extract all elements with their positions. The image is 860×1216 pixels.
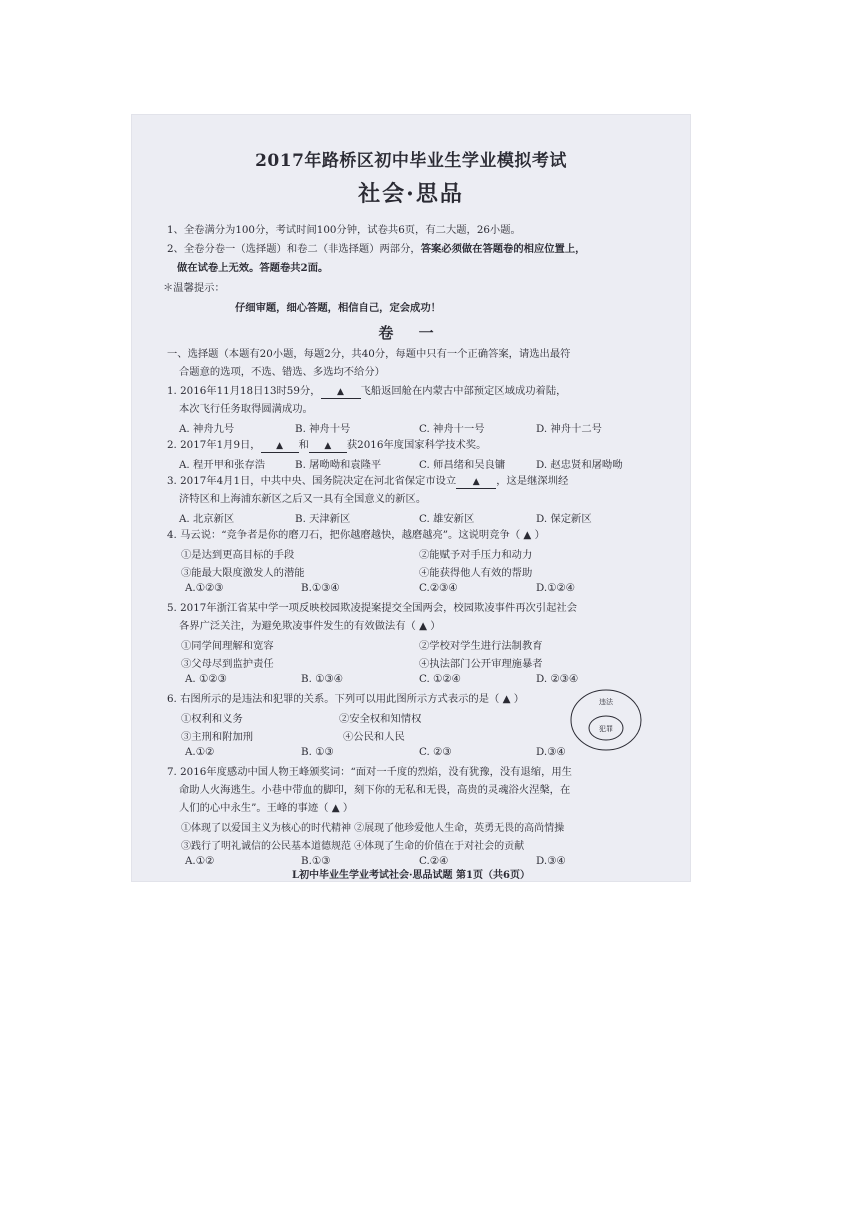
question-4-item-3: ③能最大限度激发人的潜能: [181, 567, 305, 579]
question-7-stem-2: 命助人火海逃生。小巷中带血的脚印，刻下你的无私和无畏，高贵的灵魂浴火涅槃，在: [179, 784, 571, 796]
question-4-item-2: ②能赋予对手压力和动力: [419, 549, 533, 561]
question-4-option-d: D.①②④: [536, 582, 575, 594]
instruction-2: 2、全卷分卷一（选择题）和卷二（非选择题）两部分，答案必须做在答题卷的相应位置上，: [167, 243, 586, 255]
question-5-stem-2: 各界广泛关注，为避免欺凌事件发生的有效做法有（ ▲ ）: [179, 620, 441, 632]
question-1-stem: 1. 2016年11月18日13时59分， ▲ 飞船返回舱在内蒙古中部预定区域成功着陆，: [167, 385, 567, 397]
question-4-stem: 4. 马云说：“竞争者是你的磨刀石，把你越磨越快，越磨越亮”。这说明竞争（ ▲ ）: [167, 529, 545, 541]
question-1-option-d: D. 神舟十二号: [536, 423, 602, 435]
question-2-option-c: C. 师昌绪和吴良镛: [419, 459, 506, 471]
question-5-item-3: ③父母尽到监护责任: [181, 658, 274, 670]
question-4-option-a: A.①②③: [185, 582, 224, 594]
question-4-item-4: ④能获得他人有效的帮助: [419, 567, 533, 579]
exam-subject: 社会·思品: [358, 181, 464, 207]
question-3-option-a: A. 北京新区: [179, 513, 235, 525]
question-6-option-b: B. ①③: [301, 746, 334, 758]
question-6-option-c: C. ②③: [419, 746, 452, 758]
scanned-exam-page: [131, 114, 691, 882]
question-2-option-a: A. 程开甲和张存浩: [179, 459, 266, 471]
question-1-option-c: C. 神舟十一号: [419, 423, 485, 435]
question-7-option-a: A.①②: [185, 855, 215, 867]
question-5-option-b: B. ①③④: [301, 673, 343, 685]
question-5-item-4: ④执法部门公开审理施暴者: [419, 658, 543, 670]
question-5-option-c: C. ①②④: [419, 673, 461, 685]
page-footer: L初中毕业生学业考试社会·思品试题 第1页（共6页）: [292, 870, 530, 881]
question-3-stem: 3. 2017年4月1日，中共中央、国务院决定在河北省保定市设立 ▲ ，这是继深圳经: [167, 475, 569, 487]
question-6-item-1: ①权利和义务: [181, 713, 243, 725]
question-5-item-2: ②学校对学生进行法制教育: [419, 640, 543, 652]
question-7-option-b: B.①③: [301, 855, 331, 867]
question-7-stem-1: 7. 2016年度感动中国人物王峰颁奖词：“面对一千度的烈焰，没有犹豫，没有退缩，用生: [167, 766, 572, 778]
question-7-stem-3: 人们的心中永生”。王峰的事迹（ ▲ ）: [179, 802, 354, 814]
question-3-option-c: C. 雄安新区: [419, 513, 475, 525]
question-2-option-d: D. 赵忠贤和屠呦呦: [536, 459, 623, 471]
section-title: 卷 一: [378, 324, 444, 342]
answer-blank: ▲: [261, 441, 299, 453]
question-5-stem-1: 5. 2017年浙江省某中学一项反映校园欺凌提案提交全国两会，校园欺凌事件再次引起社会: [167, 602, 577, 614]
instruction-1: 1、全卷满分为100分，考试时间100分钟，试卷共6页，有二大题，26小题。: [167, 224, 521, 236]
question-7-items-1: ①体现了以爱国主义为核心的时代精神 ②展现了他珍爱他人生命，英勇无畏的高尚情操: [181, 823, 565, 834]
question-4-option-c: C.②③④: [419, 582, 458, 594]
section-intro-1: 一、选择题（本题有20小题，每题2分，共40分，每题中只有一个正确答案，请选出最符: [167, 348, 571, 360]
question-1-option-b: B. 神舟十号: [295, 423, 351, 435]
question-7-items-2: ③践行了明礼诚信的公民基本道德规范 ④体现了生命的价值在于对社会的贡献: [181, 841, 525, 852]
question-6-stem: 6. 右图所示的是违法和犯罪的关系。下列可以用此图所示方式表示的是（ ▲ ）: [167, 693, 525, 705]
question-5-option-d: D. ②③④: [536, 673, 579, 685]
question-4-option-b: B.①③④: [301, 582, 340, 594]
question-2-stem: 2. 2017年1月9日， ▲ 和 ▲ 获2016年度国家科学技术奖。: [167, 439, 487, 451]
question-6-option-a: A.①②: [185, 746, 215, 758]
question-6-option-d: D.③④: [536, 746, 566, 758]
inner-label: 犯罪: [599, 725, 613, 733]
tip-text: 仔细审题，细心答题，相信自己，定会成功！: [235, 302, 441, 314]
question-5-item-1: ①同学间理解和宽容: [181, 640, 274, 652]
question-6-item-4: ④公民和人民: [343, 731, 405, 743]
question-6-item-2: ②安全权和知情权: [339, 713, 422, 725]
question-3-option-d: D. 保定新区: [536, 513, 592, 525]
answer-blank: ▲: [456, 477, 496, 489]
question-7-option-c: C.②④: [419, 855, 449, 867]
question-3-line2: 济特区和上海浦东新区之后又一具有全国意义的新区。: [179, 493, 427, 505]
answer-blank: ▲: [321, 387, 361, 399]
section-intro-2: 合题意的选项，不选、错选、多选均不给分）: [179, 366, 385, 378]
question-7-option-d: D.③④: [536, 855, 566, 867]
question-6-item-3: ③主刑和附加刑: [181, 731, 254, 743]
question-1-line2: 本次飞行任务取得圆满成功。: [179, 403, 313, 415]
exam-title: 2017年路桥区初中毕业生学业模拟考试: [255, 151, 567, 171]
answer-blank: ▲: [309, 441, 347, 453]
question-4-item-1: ①是达到更高目标的手段: [181, 549, 295, 561]
question-1-option-a: A. 神舟九号: [179, 423, 235, 435]
question-2-option-b: B. 屠呦呦和袁隆平: [295, 459, 382, 471]
tip-label: ＊温馨提示：: [163, 282, 225, 294]
question-3-option-b: B. 天津新区: [295, 513, 351, 525]
outer-label: 违法: [599, 698, 613, 706]
venn-diagram: [569, 688, 643, 752]
instruction-3: 做在试卷上无效。答题卷共2面。: [177, 262, 329, 274]
question-5-option-a: A. ①②③: [185, 673, 227, 685]
